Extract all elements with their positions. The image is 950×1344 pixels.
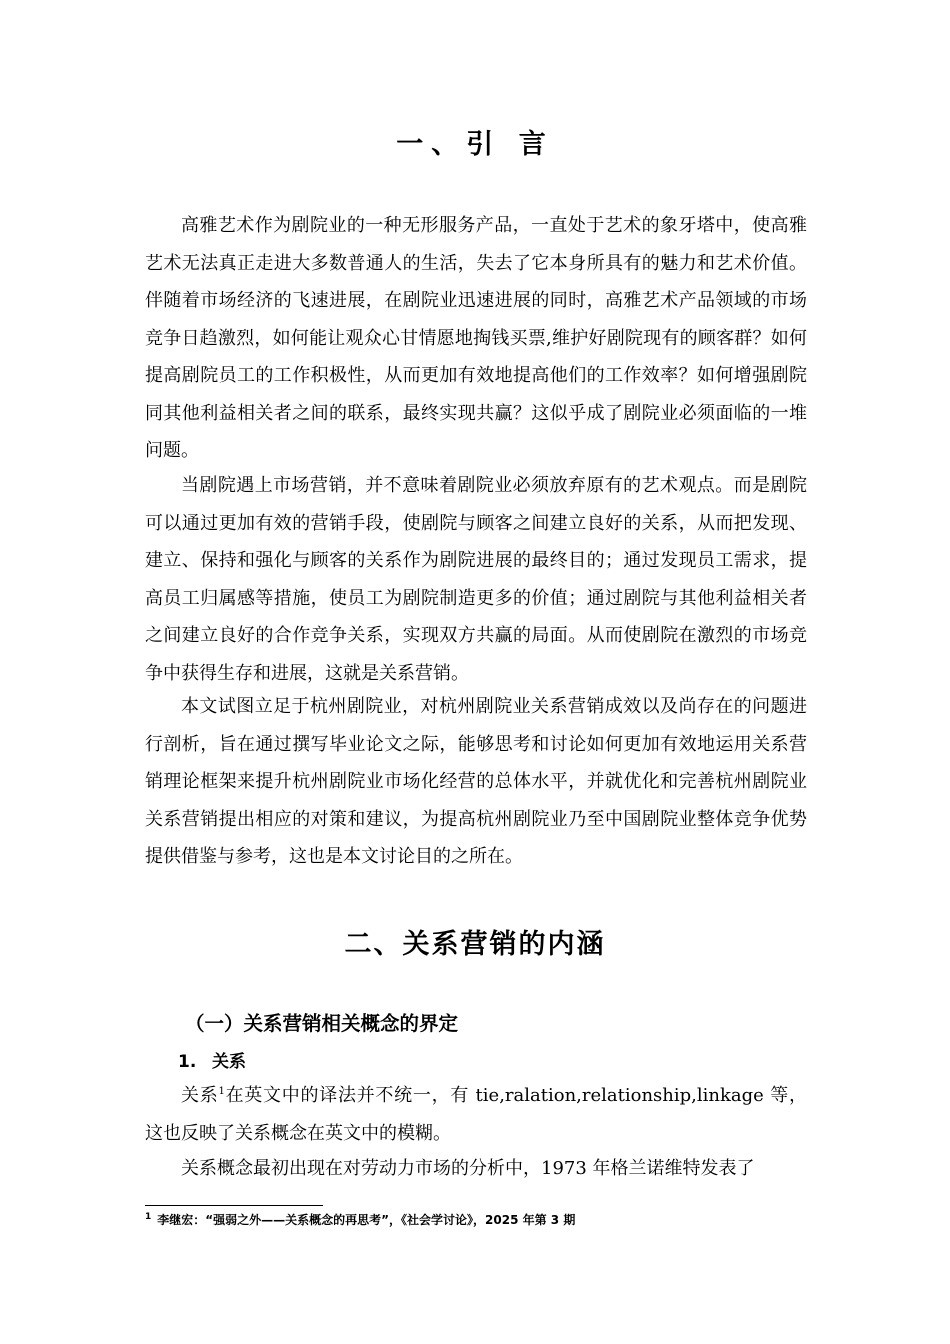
footnote-divider	[145, 1205, 323, 1206]
paragraph-4-rest: 在英文中的译法并不统一，有 tie,ralation,relationship,linkage 等，这也反映了关系概念在英文中的模糊。	[145, 1085, 807, 1144]
paragraph-5-text: 关系概念最初出现在对劳动力市场的分析中，1973 年格兰诺维特发表了	[181, 1158, 755, 1179]
paragraph-1-text: 高雅艺术作为剧院业的一种无形服务产品，一直处于艺术的象牙塔中，使高雅艺术无法真正走进大多数普通人的生活，失去了它本身所具有的魅力和艺术价值。伴随着市场经济的飞速进展，在剧院业迅速进展的同时，高雅艺术产品领域的市场竞争日趋激烈，如何能让观众心甘情愿地掏钱买票,维护好剧院现有的顾客群？如何提高剧院员工的工作积极性，从而更加有效地提高他们的工作效率？如何增强剧院同其他利益相关者之间的联系，最终实现共赢？这似乎成了剧院业必须面临的一堆问题。	[145, 215, 807, 461]
paragraph-3-text: 本文试图立足于杭州剧院业，对杭州剧院业关系营销成效以及尚存在的问题进行剖析，旨在通过撰写毕业论文之际，能够思考和讨论如何更加有效地运用关系营销理论框架来提升杭州剧院业市场化经营的总体水平，并就优化和完善杭州剧院业关系营销提出相应的对策和建议，为提高杭州剧院业乃至中国剧院业整体竞争优势提供借鉴与参考，这也是本文讨论目的之所在。	[145, 696, 807, 867]
footnote-number: 1	[145, 1212, 152, 1222]
paragraph-2	[145, 467, 807, 692]
section-2-title: 二、关系营销的内涵	[344, 929, 606, 960]
paragraph-5	[145, 1150, 807, 1188]
subsection-title: （一）关系营销相关概念的界定	[185, 1012, 459, 1035]
footnote-marker[interactable]: 1	[218, 1086, 225, 1097]
footnote-text: 李继宏：“强弱之外——关系概念的再思考”，《社会学讨论》，2025 年第 3 期	[157, 1213, 576, 1227]
paragraph-4-text	[145, 1077, 807, 1152]
item-heading	[178, 1047, 246, 1072]
item-title: 关系	[212, 1052, 246, 1072]
paragraph-4-lead: 关系	[181, 1085, 219, 1106]
paragraph-4	[145, 1077, 807, 1152]
paragraph-3	[145, 688, 807, 876]
paragraph-1	[145, 207, 807, 470]
paragraph-2-text: 当剧院遇上市场营销，并不意味着剧院业必须放弃原有的艺术观点。而是剧院可以通过更加有效的营销手段，使剧院与顾客之间建立良好的关系，从而把发现、建立、保持和强化与顾客的关系作为剧院进展的最终目的；通过发现员工需求，提高员工归属感等措施，使员工为剧院制造更多的价值；通过剧院与其他利益相关者之间建立良好的合作竞争关系，实现双方共赢的局面。从而使剧院在激烈的市场竞争中获得生存和进展，这就是关系营销。	[145, 475, 807, 684]
item-number: 1.	[178, 1052, 197, 1072]
section-1-title: 一、引 言	[396, 129, 554, 160]
footnote	[145, 1211, 575, 1228]
